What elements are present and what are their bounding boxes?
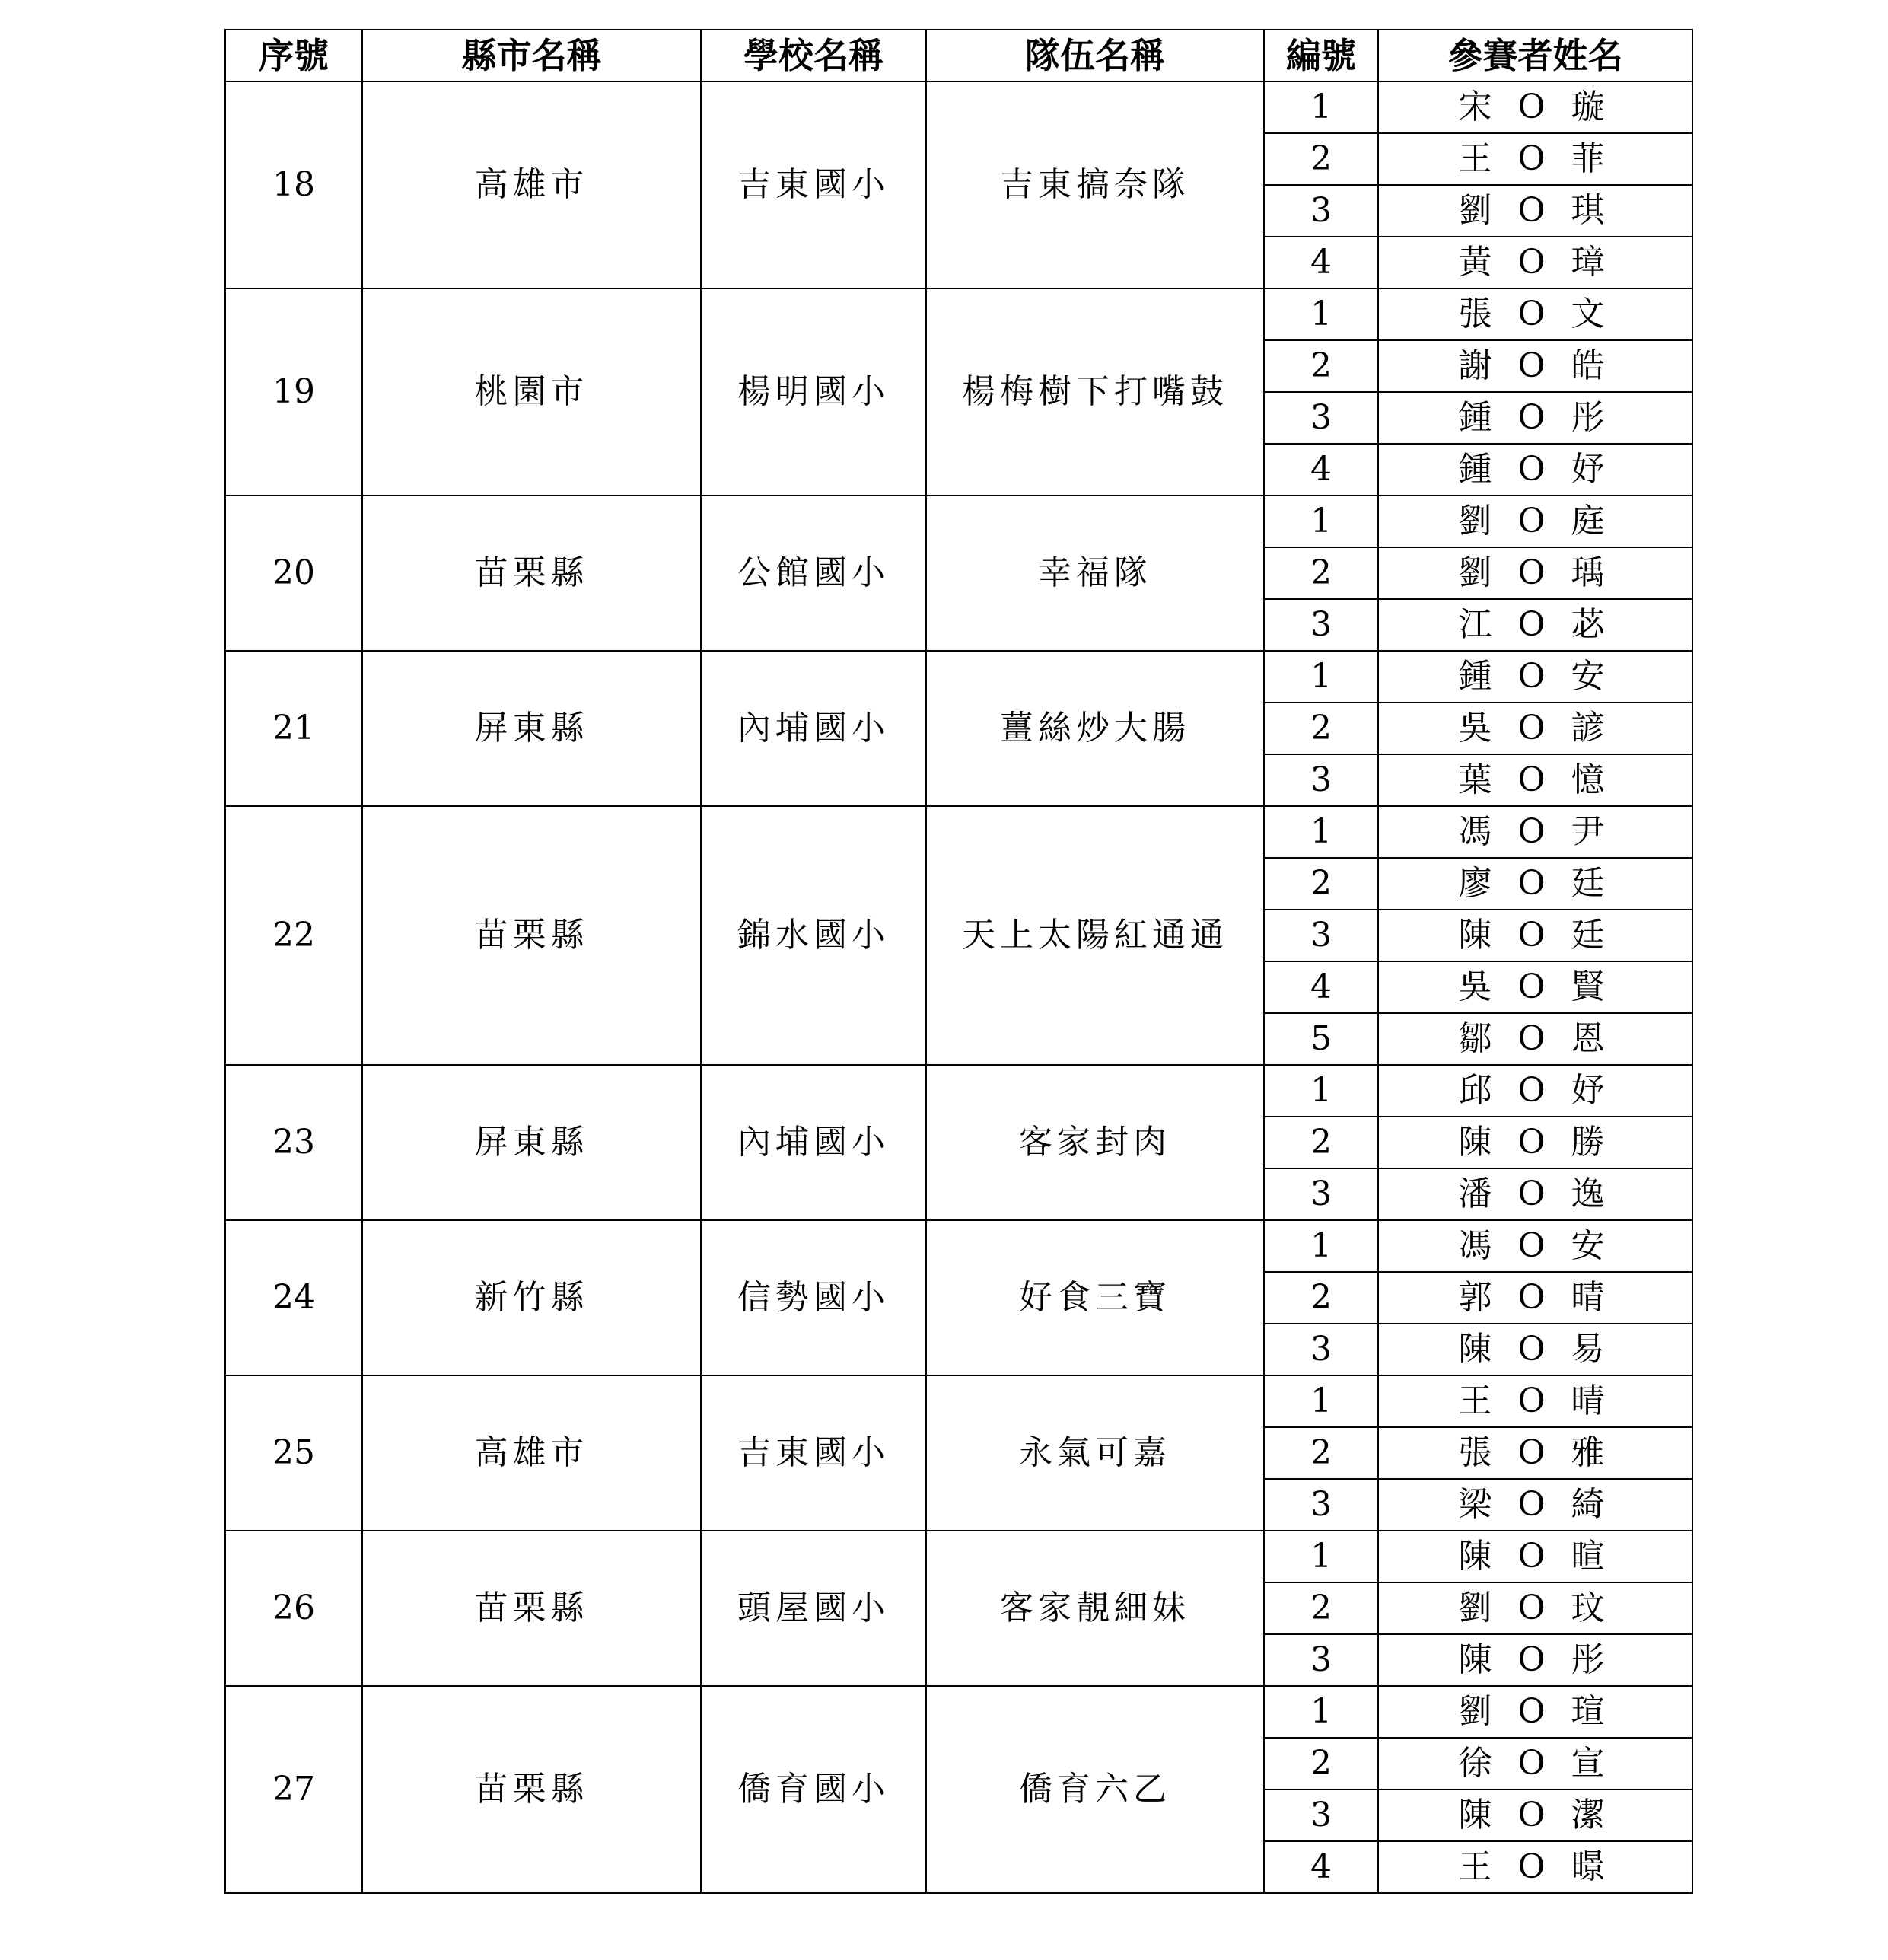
participant-name-cell: 黃 O 璋 — [1378, 237, 1692, 288]
table-row — [225, 1220, 1692, 1272]
member-number-cell: 4 — [1264, 237, 1378, 288]
member-number-cell: 2 — [1264, 1427, 1378, 1479]
participant-name-cell: 鍾 O 安 — [1378, 651, 1692, 703]
school-cell: 公館國小 — [701, 496, 926, 651]
member-number-cell: 5 — [1264, 1013, 1378, 1065]
team-seq-cell: 26 — [225, 1531, 362, 1686]
participant-name-cell: 劉 O 玟 — [1378, 1582, 1692, 1634]
team-name-cell: 客家靚細妹 — [926, 1531, 1264, 1686]
member-number-cell: 3 — [1264, 754, 1378, 806]
participant-name-cell: 劉 O 瑄 — [1378, 1686, 1692, 1738]
member-number-cell: 3 — [1264, 1324, 1378, 1375]
member-number-cell: 2 — [1264, 340, 1378, 392]
participant-name-cell: 郭 O 晴 — [1378, 1272, 1692, 1324]
team-name-cell: 吉東搞奈隊 — [926, 81, 1264, 288]
table-row — [225, 651, 1692, 703]
table-row — [225, 496, 1692, 547]
table-row — [225, 1065, 1692, 1117]
participant-name-cell: 江 O 苾 — [1378, 599, 1692, 651]
participant-name-cell: 廖 O 廷 — [1378, 858, 1692, 910]
school-cell: 吉東國小 — [701, 1375, 926, 1531]
header-school: 學校名稱 — [701, 30, 926, 81]
team-name-cell: 好食三寶 — [926, 1220, 1264, 1375]
school-cell: 楊明國小 — [701, 288, 926, 496]
team-seq-cell: 18 — [225, 81, 362, 288]
team-name-cell: 客家封肉 — [926, 1065, 1264, 1220]
table-row — [225, 1686, 1692, 1738]
team-seq-cell: 24 — [225, 1220, 362, 1375]
table-row — [225, 1375, 1692, 1427]
county-cell: 苗栗縣 — [362, 1686, 701, 1893]
member-number-cell: 1 — [1264, 1375, 1378, 1427]
member-number-cell: 3 — [1264, 910, 1378, 961]
member-number-cell: 1 — [1264, 288, 1378, 340]
header-team: 隊伍名稱 — [926, 30, 1264, 81]
team-name-cell: 薑絲炒大腸 — [926, 651, 1264, 806]
header-row — [225, 30, 1692, 81]
participant-name-cell: 馮 O 安 — [1378, 1220, 1692, 1272]
participant-name-cell: 劉 O 庭 — [1378, 496, 1692, 547]
team-seq-cell: 22 — [225, 806, 362, 1065]
team-name-cell: 天上太陽紅通通 — [926, 806, 1264, 1065]
team-name-cell: 幸福隊 — [926, 496, 1264, 651]
participant-name-cell: 陳 O 暄 — [1378, 1531, 1692, 1582]
member-number-cell: 4 — [1264, 444, 1378, 496]
member-number-cell: 3 — [1264, 392, 1378, 444]
team-seq-cell: 21 — [225, 651, 362, 806]
member-number-cell: 3 — [1264, 599, 1378, 651]
school-cell: 頭屋國小 — [701, 1531, 926, 1686]
county-cell: 屏東縣 — [362, 1065, 701, 1220]
table-row — [225, 806, 1692, 858]
team-seq-cell: 25 — [225, 1375, 362, 1531]
member-number-cell: 2 — [1264, 703, 1378, 754]
county-cell: 高雄市 — [362, 81, 701, 288]
member-number-cell: 1 — [1264, 81, 1378, 133]
participant-name-cell: 劉 O 瑀 — [1378, 547, 1692, 599]
participant-name-cell: 陳 O 易 — [1378, 1324, 1692, 1375]
member-number-cell: 1 — [1264, 1065, 1378, 1117]
member-number-cell: 1 — [1264, 1686, 1378, 1738]
member-number-cell: 2 — [1264, 1117, 1378, 1168]
member-number-cell: 1 — [1264, 1220, 1378, 1272]
participant-name-cell: 馮 O 尹 — [1378, 806, 1692, 858]
school-cell: 錦水國小 — [701, 806, 926, 1065]
member-number-cell: 2 — [1264, 1582, 1378, 1634]
school-cell: 吉東國小 — [701, 81, 926, 288]
participant-name-cell: 王 O 暻 — [1378, 1841, 1692, 1893]
participant-name-cell: 陳 O 潔 — [1378, 1789, 1692, 1841]
participant-name-cell: 張 O 雅 — [1378, 1427, 1692, 1479]
participant-name-cell: 潘 O 逸 — [1378, 1168, 1692, 1220]
county-cell: 苗栗縣 — [362, 1531, 701, 1686]
team-seq-cell: 23 — [225, 1065, 362, 1220]
member-number-cell: 2 — [1264, 1272, 1378, 1324]
member-number-cell: 2 — [1264, 547, 1378, 599]
header-seq: 序號 — [225, 30, 362, 81]
participant-name-cell: 王 O 晴 — [1378, 1375, 1692, 1427]
participant-name-cell: 葉 O 憶 — [1378, 754, 1692, 806]
roster-table — [224, 29, 1693, 1894]
school-cell: 僑育國小 — [701, 1686, 926, 1893]
team-name-cell: 楊梅樹下打嘴鼓 — [926, 288, 1264, 496]
team-seq-cell: 19 — [225, 288, 362, 496]
team-seq-cell: 27 — [225, 1686, 362, 1893]
county-cell: 桃園市 — [362, 288, 701, 496]
participant-name-cell: 吳 O 賢 — [1378, 961, 1692, 1013]
header-county: 縣市名稱 — [362, 30, 701, 81]
participant-name-cell: 陳 O 廷 — [1378, 910, 1692, 961]
school-cell: 內埔國小 — [701, 651, 926, 806]
participant-name-cell: 張 O 文 — [1378, 288, 1692, 340]
team-name-cell: 僑育六乙 — [926, 1686, 1264, 1893]
participant-name-cell: 陳 O 勝 — [1378, 1117, 1692, 1168]
roster-body — [225, 81, 1692, 1893]
member-number-cell: 2 — [1264, 133, 1378, 185]
member-number-cell: 4 — [1264, 1841, 1378, 1893]
member-number-cell: 4 — [1264, 961, 1378, 1013]
member-number-cell: 2 — [1264, 1738, 1378, 1789]
participant-name-cell: 陳 O 彤 — [1378, 1634, 1692, 1686]
member-number-cell: 3 — [1264, 1479, 1378, 1531]
participant-name-cell: 鍾 O 彤 — [1378, 392, 1692, 444]
member-number-cell: 1 — [1264, 651, 1378, 703]
participant-name-cell: 邱 O 妤 — [1378, 1065, 1692, 1117]
participant-name-cell: 宋 O 璇 — [1378, 81, 1692, 133]
member-number-cell: 3 — [1264, 1789, 1378, 1841]
participant-name-cell: 劉 O 琪 — [1378, 185, 1692, 237]
participant-name-cell: 吳 O 諺 — [1378, 703, 1692, 754]
table-row — [225, 288, 1692, 340]
participant-name-cell: 梁 O 綺 — [1378, 1479, 1692, 1531]
participant-name-cell: 徐 O 宣 — [1378, 1738, 1692, 1789]
team-name-cell: 永氣可嘉 — [926, 1375, 1264, 1531]
county-cell: 新竹縣 — [362, 1220, 701, 1375]
member-number-cell: 1 — [1264, 496, 1378, 547]
member-number-cell: 2 — [1264, 858, 1378, 910]
team-seq-cell: 20 — [225, 496, 362, 651]
header-participant: 參賽者姓名 — [1378, 30, 1692, 81]
participant-name-cell: 鄒 O 恩 — [1378, 1013, 1692, 1065]
school-cell: 信勢國小 — [701, 1220, 926, 1375]
school-cell: 內埔國小 — [701, 1065, 926, 1220]
participant-name-cell: 謝 O 皓 — [1378, 340, 1692, 392]
member-number-cell: 3 — [1264, 1634, 1378, 1686]
participant-name-cell: 王 O 菲 — [1378, 133, 1692, 185]
table-row — [225, 1531, 1692, 1582]
member-number-cell: 3 — [1264, 185, 1378, 237]
county-cell: 屏東縣 — [362, 651, 701, 806]
county-cell: 苗栗縣 — [362, 806, 701, 1065]
participant-name-cell: 鍾 O 妤 — [1378, 444, 1692, 496]
county-cell: 苗栗縣 — [362, 496, 701, 651]
header-number: 編號 — [1264, 30, 1378, 81]
county-cell: 高雄市 — [362, 1375, 701, 1531]
member-number-cell: 1 — [1264, 1531, 1378, 1582]
member-number-cell: 1 — [1264, 806, 1378, 858]
table-row — [225, 81, 1692, 133]
member-number-cell: 3 — [1264, 1168, 1378, 1220]
